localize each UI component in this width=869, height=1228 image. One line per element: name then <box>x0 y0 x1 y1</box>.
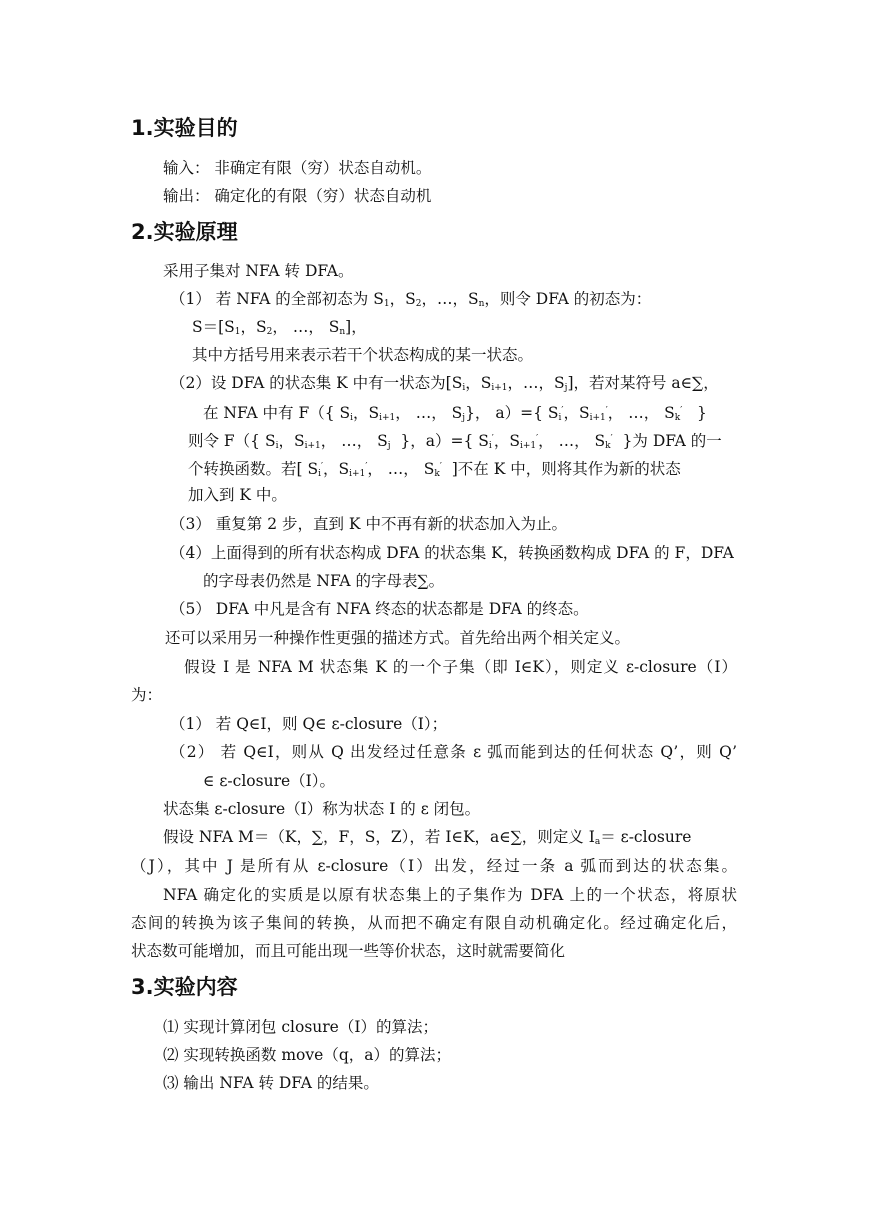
closure-rule-2-line-1: （2） 若 Q∈I，则从 Q 出发经过任意条 ε 弧而能到达的任何状态 Q’，则 Q’ <box>170 743 737 761</box>
intro-line: 采用子集对 NFA 转 DFA。 <box>163 262 354 280</box>
def-1-line-2: 为： <box>131 686 163 704</box>
alt-description-line: 还可以采用另一种操作性更强的描述方式。首先给出两个相关定义。 <box>165 629 631 647</box>
def-2-line-2: （J），其中 J 是所有从 ε-closure（I）出发，经过一条 a 弧而到达的状态集。 <box>131 857 737 875</box>
content-item-2: ⑵ 实现转换函数 move（q，a）的算法； <box>163 1046 451 1064</box>
input-line: 输入： 非确定有限（穷）状态自动机。 <box>163 159 432 177</box>
closure-definition: 状态集 ε-closure（I）称为状态 I 的 ε 闭包。 <box>163 800 481 818</box>
step-5-line: （5） DFA 中凡是含有 NFA 终态的状态都是 DFA 的终态。 <box>170 600 589 618</box>
section-3-heading: 3.实验内容 <box>131 975 238 999</box>
initial-state-formula: $S=[S_1$，$S_2$， …， $S_n$]， <box>192 318 367 337</box>
content-item-3: ⑶ 输出 NFA 转 DFA 的结果。 <box>163 1074 379 1092</box>
def-1-line-1: 假设 I 是 NFA M 状态集 K 的一个子集（即 I∈K），则定义 ε-closure（I） <box>184 658 737 676</box>
step-2-line-4: 个转换函数。若[ $S_i'$，$S_{i+1}'$， …， $S_k'$ ]不在 K 中，则将其作为新的状态 <box>188 460 681 479</box>
step-2-line-3: 则令 F（{ $S_i$，$S_{i+1}$， …， $S_j$ }，a）={ $S_i'$，$S_{i+1}'$， …， $S_k'$ }为 DFA 的一 <box>188 432 722 451</box>
closure-rule-2-line-2: ∈ ε-closure（I）。 <box>203 772 336 790</box>
summary-line-1: NFA 确定化的实质是以原有状态集上的子集作为 DFA 上的一个状态，将原状 <box>163 886 737 904</box>
closure-rule-1: （1） 若 Q∈I，则 Q∈ ε-closure（I）； <box>170 715 448 733</box>
step-2-line-1: （2）设 DFA 的状态集 K 中有一状态为[$S_i$，$S_{i+1}$，…，$S_j$]，若对某符号 a∈∑， <box>170 374 719 393</box>
section-1-heading: 1.实验目的 <box>131 116 238 140</box>
step-1-line: （1） 若 NFA 的全部初态为 $S_1$，$S_2$，…，$S_n$，则令 DFA 的初态为： <box>170 290 652 309</box>
step-2-line-2: 在 NFA 中有 F（{ $S_i$，$S_{i+1}$， …， $S_j$}， a）={ $S_i'$，$S_{i+1}'$， …， $S_k'$ } <box>203 404 707 423</box>
summary-line-3: 状态数可能增加，而且可能出现一些等价状态，这时就需要简化 <box>131 942 566 960</box>
content-item-1: ⑴ 实现计算闭包 closure（I）的算法； <box>163 1018 438 1036</box>
bracket-note: 其中方括号用来表示若干个状态构成的某一状态。 <box>192 346 534 364</box>
output-line: 输出： 确定化的有限（穷）状态自动机 <box>163 187 432 205</box>
step-4-line-1: （4）上面得到的所有状态构成 DFA 的状态集 K，转换函数构成 DFA 的 F，DFA <box>170 544 734 562</box>
summary-line-2: 态间的转换为该子集间的转换，从而把不确定有限自动机确定化。经过确定化后， <box>131 914 737 932</box>
step-2-line-5: 加入到 K 中。 <box>188 486 287 504</box>
section-2-heading: 2.实验原理 <box>131 220 238 244</box>
def-2-line-1: 假设 NFA M＝（K，∑，F，S，Z），若 I∈K，a∈∑，则定义 $I_a=$ ε-closure <box>163 828 692 847</box>
step-3-line: （3） 重复第 2 步，直到 K 中不再有新的状态加入为止。 <box>170 515 567 533</box>
step-4-line-2: 的字母表仍然是 NFA 的字母表∑。 <box>203 572 445 590</box>
